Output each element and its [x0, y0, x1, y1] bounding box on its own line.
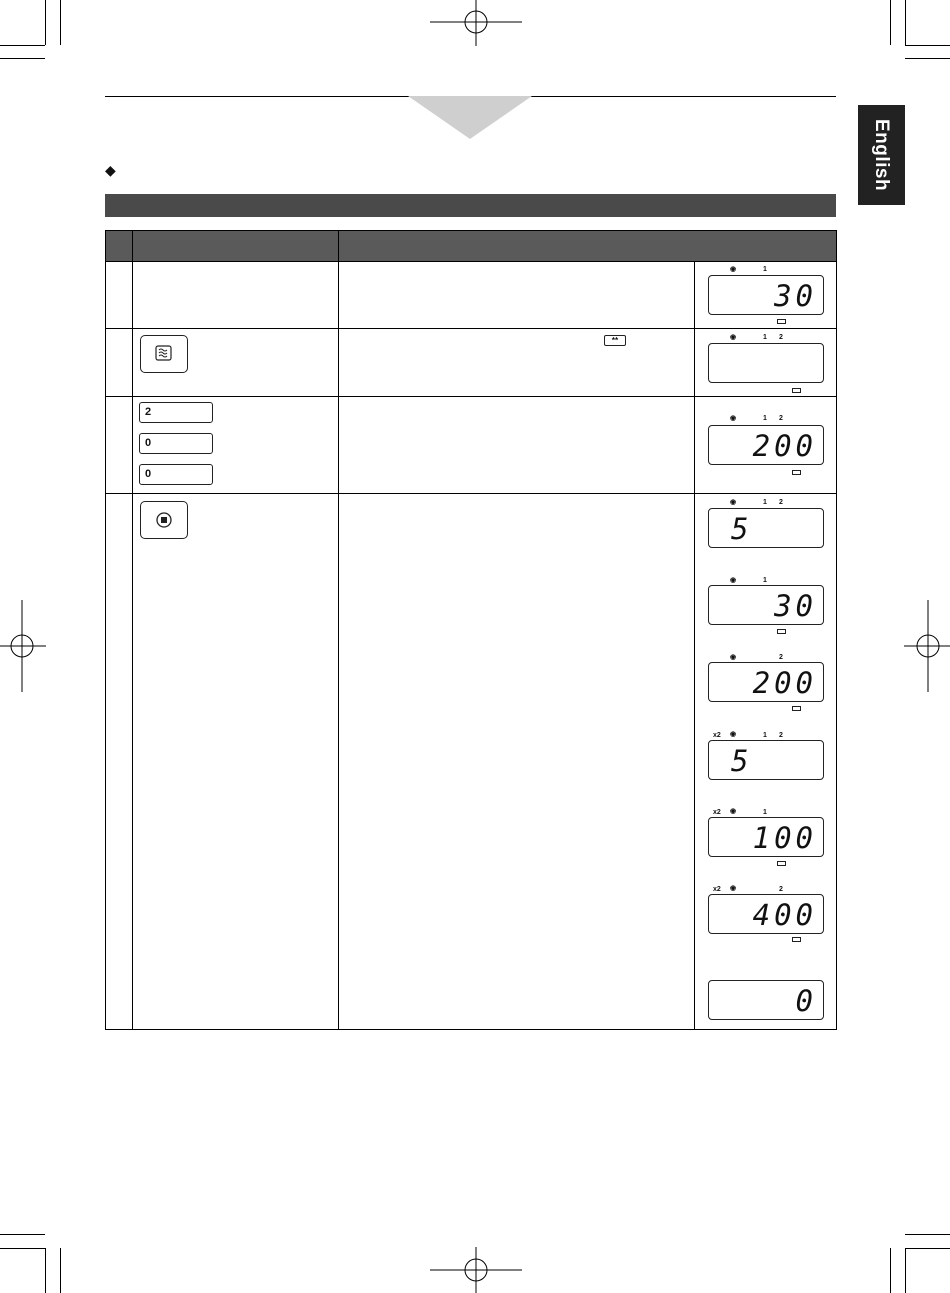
program-dot-icon: ◉ [730, 731, 737, 738]
lcd-display [708, 425, 824, 465]
stage-number: 1 [763, 577, 767, 584]
microwave-icon [792, 937, 801, 942]
crop-mark [905, 1248, 906, 1293]
crop-mark [905, 0, 906, 45]
column-divider [338, 231, 339, 1029]
microwave-icon [792, 706, 801, 711]
stage-number: 1 [763, 499, 767, 506]
lcd-digits: 0 [795, 984, 817, 1018]
row-divider [106, 328, 836, 329]
lcd-display [708, 894, 824, 934]
lcd-digits: 5 [731, 512, 753, 546]
column-divider [694, 261, 695, 1029]
crop-mark [890, 1248, 891, 1293]
stage-number: 2 [779, 654, 783, 661]
crop-mark [0, 58, 45, 59]
crop-mark [905, 1248, 950, 1249]
registration-mark-bottom [430, 1243, 522, 1293]
row-divider [106, 261, 836, 262]
lcd-display [708, 740, 824, 780]
lcd-digits: 5 [731, 744, 753, 778]
lcd-digits: 400 [752, 898, 817, 932]
number-key-2[interactable]: 2 [139, 402, 213, 423]
stage-number: 1 [763, 266, 767, 273]
stage-number: 1 [763, 415, 767, 422]
repeat-indicator: x2 [713, 732, 721, 739]
start-button[interactable] [140, 501, 188, 539]
crop-mark [45, 0, 46, 45]
start-icon [141, 502, 186, 537]
lcd-display [708, 275, 824, 315]
crop-mark [905, 1234, 950, 1235]
number-key-0[interactable]: 0 [139, 464, 213, 485]
crop-mark [60, 1248, 61, 1293]
row-divider [106, 493, 836, 494]
program-dot-icon: ◉ [730, 654, 737, 661]
grill-icon [777, 319, 786, 324]
stage-number: 2 [779, 415, 783, 422]
program-dot-icon: ◉ [730, 577, 737, 584]
microwave-icon [792, 388, 801, 393]
program-dot-icon: ◉ [730, 334, 737, 341]
stage-number: 2 [779, 499, 783, 506]
table-header [106, 231, 836, 261]
diamond-bullet-icon: ◆ [105, 162, 116, 178]
lcd-digits: 200 [752, 666, 817, 700]
stage-number: 1 [763, 732, 767, 739]
stage-number: 2 [779, 886, 783, 893]
program-dot-icon: ◉ [730, 808, 737, 815]
grill-icon [777, 629, 786, 634]
registration-mark-right [904, 600, 950, 692]
crop-mark [0, 1248, 45, 1249]
registration-mark-top [430, 0, 522, 60]
lcd-display [708, 817, 824, 857]
section-header-bar [105, 194, 836, 217]
microwave-icon [792, 470, 801, 475]
grill-icon [777, 861, 786, 866]
crop-mark [890, 0, 891, 45]
program-dot-icon: ◉ [730, 266, 737, 273]
crop-mark [905, 45, 950, 46]
microwave-waves-icon [141, 336, 186, 371]
program-dot-icon: ◉ [730, 415, 737, 422]
program-dot-icon: ◉ [730, 885, 737, 892]
lcd-digits: 30 [774, 279, 817, 313]
lcd-display [708, 508, 824, 548]
repeat-indicator: x2 [713, 886, 721, 893]
lcd-display [708, 980, 824, 1020]
microwave-button[interactable] [140, 335, 188, 373]
language-tab-label: English [871, 118, 893, 192]
lcd-digits: 30 [774, 589, 817, 623]
crop-mark [905, 58, 950, 59]
row-divider [106, 396, 836, 397]
program-dot-icon: ◉ [730, 499, 737, 506]
language-tab [858, 105, 905, 205]
crop-mark [0, 45, 45, 46]
registration-mark-left [0, 600, 46, 692]
repeat-indicator: x2 [713, 809, 721, 816]
crop-mark [60, 0, 61, 45]
lcd-digits: 100 [752, 821, 817, 855]
stage-number: 1 [763, 334, 767, 341]
lcd-display [708, 343, 824, 383]
column-divider [132, 231, 133, 1029]
microwave-mode-icon: ** [604, 335, 626, 346]
stage-number: 2 [779, 334, 783, 341]
lcd-digits: 200 [752, 429, 817, 463]
lcd-display [708, 585, 824, 625]
crop-mark [45, 1248, 46, 1293]
stage-number: 1 [763, 809, 767, 816]
number-key-0[interactable]: 0 [139, 433, 213, 454]
stage-number: 2 [779, 732, 783, 739]
lcd-display [708, 662, 824, 702]
section-triangle [408, 96, 532, 140]
crop-mark [0, 1234, 45, 1235]
